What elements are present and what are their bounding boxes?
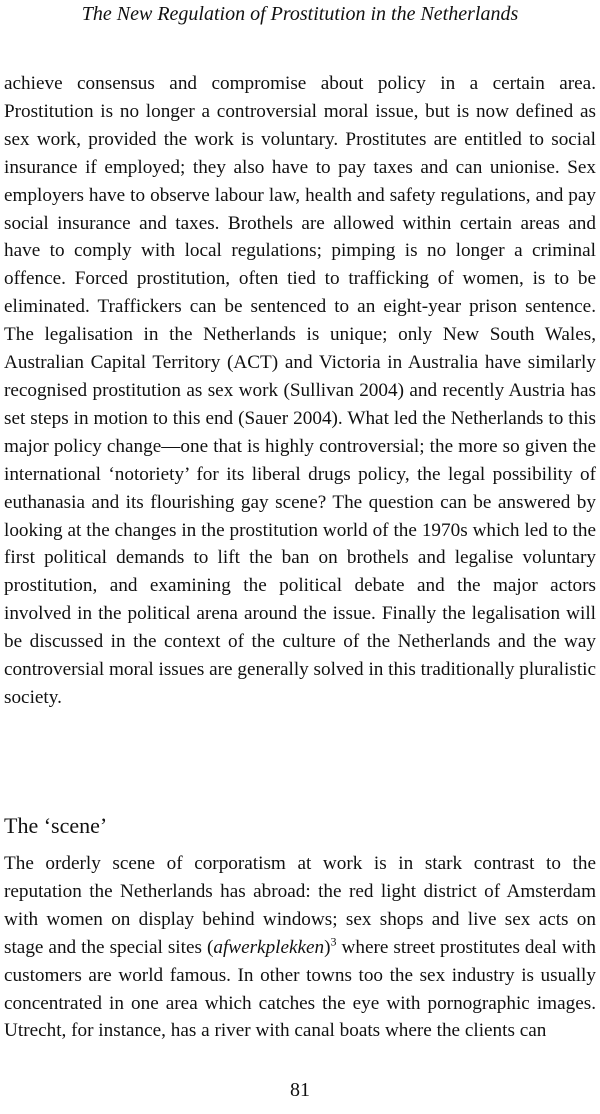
- body-paragraph: achieve consensus and compromise about policy in a certain area. Prostitution is no longer a controversial moral issue, but is now defined as sex work, provided the work is voluntary. Prostitutes are entitled to social insurance if employed; they also have to pay taxes and can unionise. Sex employers have to observe labour law, health and safety regulations, and pay social insurance and taxes. Brothels are allowed within certain areas and have to comply with local regulations; pimping is no longer a criminal offence. Forced prostitution, often tied to trafficking of women, is to be eliminated. Traffickers can be sentenced to an eight-year prison sentence. The legalisation in the Netherlands is unique; only New South Wales, Australian Capital Territory (ACT) and Victoria in Australia have similarly recognised prostitution as sex work (Sullivan 2004) and recently Austria has set steps in motion to this end (Sauer 2004). What led the Netherlands to this major policy change—one that is highly controversial; the more so given the international ‘notoriety’ for its liberal drugs policy, the legal possibility of euthanasia and its flourishing gay scene? The question can be answered by looking at the changes in the prostitution world of the 1970s which led to the first political demands to lift the ban on brothels and legalise voluntary prostitution, and examining the political debate and the major actors involved in the political arena around the issue. Finally the legalisation will be discussed in the context of the culture of the Netherlands and the way controversial moral issues are generally solved in this traditionally pluralistic society.: [4, 73, 596, 708]
- running-header: The New Regulation of Prostitution in the Netherlands: [81, 3, 519, 25]
- section-text-part-1: The orderly scene of corporatism at work is in stark contrast to the reputation the Netherlands has abroad: the red light district of Amsterdam with women on display behind windows; sex shops and live sex acts on stage and the special sites (: [4, 853, 596, 958]
- section-text-block: [4, 850, 596, 1045]
- section-heading: The ‘scene’: [4, 813, 108, 838]
- section-text-part-2: where street prostitutes deal with customers are world famous. In other towns too the sex industry is usually concentrated in one area which catches the eye with pornographic images. Utrecht, for instance, has a river with canal boats where the clients can: [4, 936, 596, 1042]
- page-number: 81: [290, 1079, 310, 1101]
- italic-term: afwerkplekken: [213, 936, 325, 958]
- main-text-block: [4, 70, 596, 712]
- section-text-paren: ): [324, 936, 331, 958]
- section-paragraph: [4, 850, 596, 1045]
- footnote-reference: 3: [330, 934, 337, 949]
